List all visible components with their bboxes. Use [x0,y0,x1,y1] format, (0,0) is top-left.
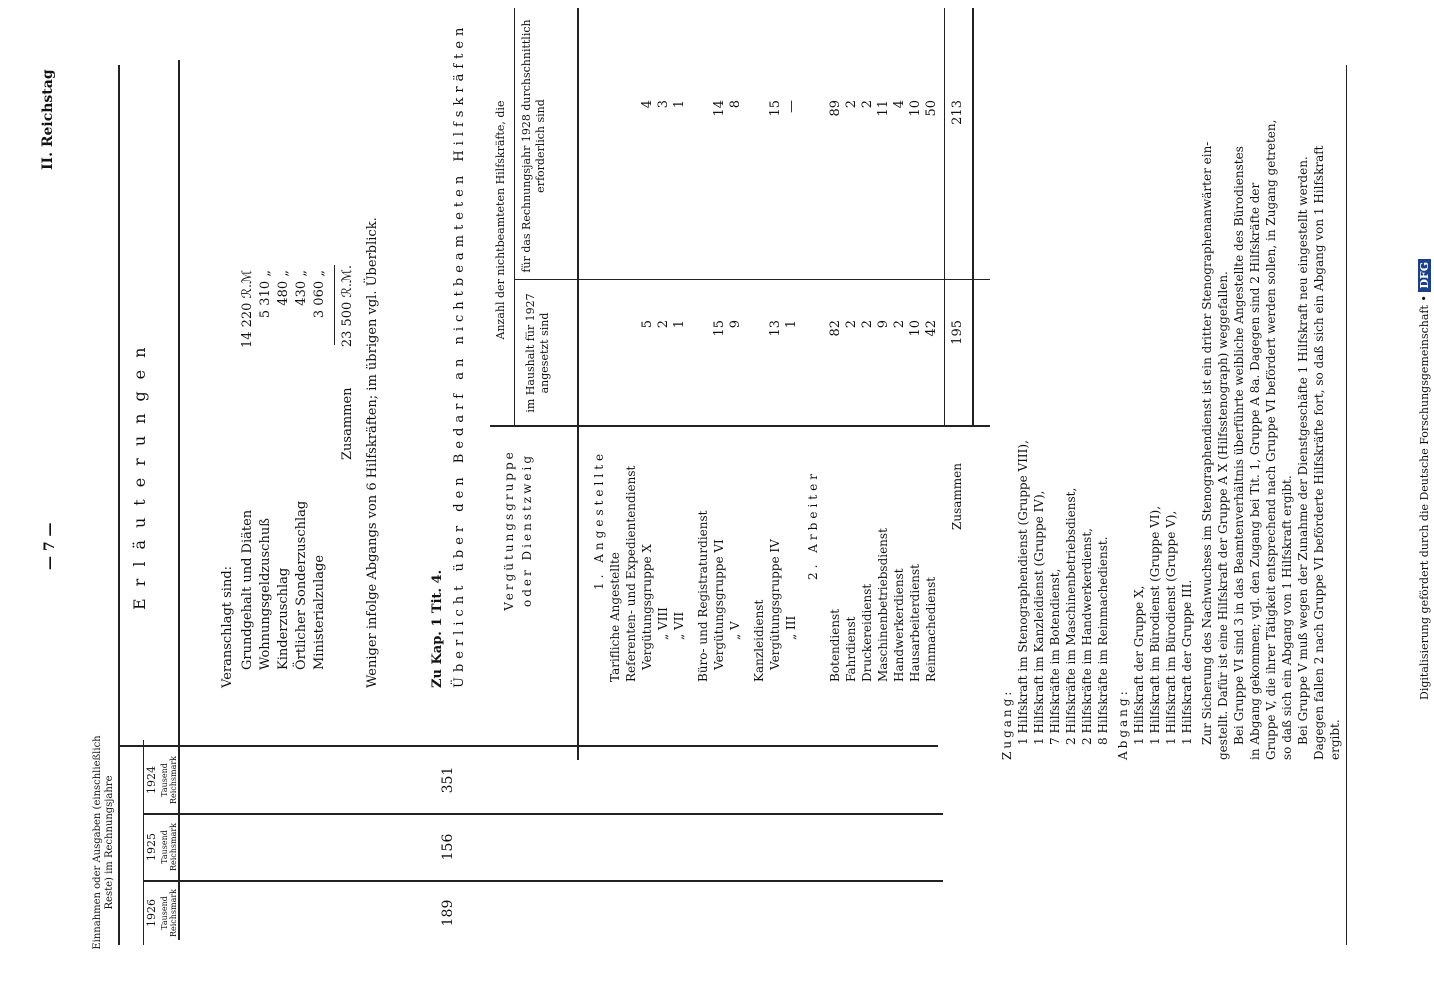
revenue-col-rule-1 [143,880,943,882]
abgang-line: 1 Hilfskraft der Gruppe X, [1132,585,1146,745]
text-line: in Abgang gekommen; vgl. den Zugang bei Tit. 1, Gruppe A 8a. Dagegen sind 2 Hilfskräfte der [1248,182,1262,760]
overview-row-label: Maschinenbetriebsdienst [876,528,890,682]
overview-row-label: Hausarbeiterdienst [908,563,922,682]
page-number: — 7 — [42,522,58,570]
zugang-line: 2 Hilfskräfte im Maschinenbetriebsdienst, [1064,487,1078,745]
revenue-table-title: Einnahmen oder Ausgaben (einschließlich Reste) im Rechnungsjahre [92,735,115,950]
estimate-intro: Veranschlagt sind: [220,565,235,688]
overview-row-1928: 50 [924,100,939,117]
overview-row-1928: 4 [640,100,655,109]
overview-row-label: Druckereidienst [860,583,874,682]
estimate-item-label: Örtlicher Sonderzuschlag [294,500,309,670]
text-line: Dagegen fallen 2 nach Gruppe VI beförderte Hilfskräfte fort, so daß sich ein Abgang von 1 Hilfskraft [1312,145,1326,760]
overview-row-1928: 8 [728,100,743,109]
year-1926: 1926 [145,899,158,927]
overview-inner-col-rule [515,279,990,280]
overview-row-label: „ V [728,621,742,640]
revenue-col-rule-3 [118,745,938,747]
overview-row-1928: 3 [656,100,671,109]
overview-row-1928: 2 [860,100,875,109]
estimate-total-value: 23 500 ℛ.ℳ. [340,265,355,348]
estimate-item-label: Grundgehalt und Diäten [240,509,255,670]
overview-row-1927: 42 [924,320,939,337]
overview-row-1927: 10 [908,320,923,337]
overview-total-1928: 213 [950,100,965,125]
overview-row-1927: 2 [860,320,875,329]
text-line: Gruppe V, die ihrer Tätigkeit entsprechend nach Gruppe VI befördert werden sollen, in Zugang getreten, [1264,119,1278,760]
section-title: II. Reichstag [40,69,56,170]
abgang-line: 1 Hilfskraft im Bürodienst (Gruppe VI), [1148,505,1162,745]
estimate-item-label: Ministerialzulage [312,554,327,670]
value-1924: 351 [440,766,456,794]
zugang-line: 1 Hilfskraft im Kanzleidienst (Gruppe IV), [1032,490,1046,745]
overview-row-label: Vergütungsgruppe IV [768,539,782,670]
estimate-item-value: 14 220 ℛ.ℳ [240,270,255,349]
overview-header-rule [577,8,579,760]
overview-total-1927: 195 [950,320,965,345]
page-bottom-rule [1346,65,1347,945]
abgang-line: 1 Hilfskraft im Bürodienst (Gruppe V), [1164,510,1178,745]
estimate-item-value: 480 „ [276,270,291,306]
revenue-col-rule-2 [143,813,943,815]
overview-row-label: Vergütungsgruppe VI [712,539,726,670]
overview-row-label: Referenten- und Expedientendienst [624,465,638,682]
revenue-year-rule [143,740,144,945]
overview-row-label: Vergütungsgruppe X [640,544,654,670]
overview-row-1927: 1 [672,320,687,329]
estimate-item-value: 5 310 „ [258,270,273,319]
heading-erlaeuterungen: Erläuterungen [130,335,149,610]
zugang-line: 2 Hilfskräfte im Handwerkerdienst, [1080,528,1094,745]
zugang-title: Zugang: [1000,688,1014,760]
kap-reference: Zu Kap. 1 Tit. 4. [430,569,445,688]
overview-row-1928: 4 [892,100,907,109]
value-1925: 156 [440,833,456,861]
overview-row-label: Tarifliche Angestellte [608,552,622,682]
overview-sum-rule [944,8,945,426]
unit-1924: Tausend Reichsmark [160,755,178,805]
overview-row-label: „ III [784,615,798,640]
footer-credit [1418,259,1431,700]
abgang-line: 1 Hilfskraft der Gruppe III. [1180,579,1194,745]
overview-row-label: Botendienst [828,608,842,682]
table-top-rule [118,65,120,945]
overview-row-1927: 2 [844,320,859,329]
zugang-line: 7 Hilfskräfte im Botendienst, [1048,568,1062,745]
overview-total-label: Zusammen [950,463,964,530]
text-line: Zur Sicherung des Nachwuchses im Stenographendienst ist ein dritter Stenographenanwärter ein- [1200,141,1214,745]
estimate-note: Weniger infolge Abgangs von 6 Hilfskräften; im übrigen vgl. Überblick. [365,217,380,688]
estimate-sum-rule [334,265,335,345]
text-line: so daß sich ein Abgang von 1 Hilfskraft ergibt. [1280,475,1294,760]
col-header-1928: für das Rechnungsjahr 1928 durchschnittlich erforderlich sind [520,19,547,273]
estimate-item-label: Kinderzuschlag [276,567,291,670]
estimate-item-label: Wohnungsgeldzuschuß [258,518,273,670]
year-1924: 1924 [145,766,158,794]
text-line: gestellt. Dafür ist eine Hilfskraft der Gruppe A X (Hilfsstenograph) weggefallen. [1216,271,1230,760]
overview-row-1927: 9 [728,320,743,329]
overview-row-1927: 13 [768,320,783,337]
text-line: ergibt. [1328,719,1342,760]
col-header-count: Anzahl der nichtbeamteten Hilfskräfte, die [494,100,507,340]
value-1926: 189 [440,899,456,927]
abgang-title: Abgang: [1116,688,1130,760]
overview-row-1927: 82 [828,320,843,337]
text-line: Bei Gruppe V muß wegen der Zunahme der Dienstgeschäfte 1 Hilfskraft neu eingestellt werden. [1296,156,1310,745]
overview-row-1928: 10 [908,100,923,117]
overview-row-1928: 2 [844,100,859,109]
overview-row-1927: 1 [784,320,799,329]
overview-row-label: Handwerkerdienst [892,568,906,682]
overview-row-1928: — [784,100,799,113]
text-line: Bei Gruppe VI sind 3 in das Beamtenverhältnis überführte weibliche Angestellte des Bürodienstes [1232,146,1246,745]
unit-1925: Tausend Reichsmark [160,822,178,872]
overview-row-1927: 2 [892,320,907,329]
table-inner-rule [178,60,180,940]
estimate-total-label: Zusammen [340,387,355,460]
overview-row-1928: 11 [876,100,891,117]
estimate-item-value: 430 „ [294,270,309,306]
col-header-1927: im Haushalt für 1927 angesetzt sind [524,293,551,413]
overview-row-label: Fahrdienst [844,616,858,682]
year-1925: 1925 [145,833,158,861]
overview-col-rule [490,425,990,427]
overview-row-label: Reinmachedienst [924,576,938,682]
overview-row-1928: 1 [672,100,687,109]
overview-row-label: „ VII [672,611,686,640]
overview-row-1928: 15 [768,100,783,117]
overview-row-1927: 5 [640,320,655,329]
estimate-item-value: 3 060 „ [312,270,327,319]
overview-row-1927: 9 [876,320,891,329]
overview-count-rule [514,8,515,426]
overview-row-label: „ VIII [656,607,670,640]
dfg-logo: DFG [1418,259,1431,292]
overview-bottom-rule [972,8,974,426]
overview-title: Überlicht über den Bedarf an nichtbeamteten Hilfskräften [452,22,467,688]
overview-row-1927: 15 [712,320,727,337]
overview-row-1928: 14 [712,100,727,117]
overview-row-label: 2. Arbeiter [806,470,820,580]
col-header-group: Vergütungsgruppe oder Dienstzweig [502,449,534,611]
overview-row-label: Kanzleidienst [752,599,766,682]
overview-row-label: Büro- und Registraturdienst [696,510,710,682]
unit-1926: Tausend Reichsmark [160,888,178,938]
footer-credit-text: Digitalisierung gefördert durch die Deutsche Forschungsgemeinschaft • [1418,295,1431,700]
zugang-line: 1 Hilfskraft im Stenographendienst (Gruppe VIII), [1016,440,1030,745]
overview-row-1928: 89 [828,100,843,117]
overview-row-1927: 2 [656,320,671,329]
overview-row-label: 1. Angestellte [592,449,606,590]
zugang-line: 8 Hilfskräfte im Reinmachedienst. [1096,536,1110,745]
